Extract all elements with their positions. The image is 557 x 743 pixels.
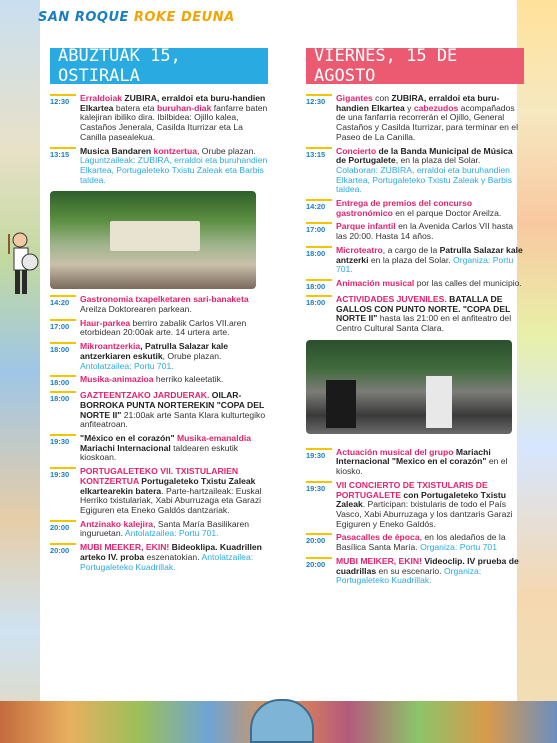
event-text-part: berriro zabalik Carlos VII.aren etorbidean 20:00ak arte. 14 urtera arte. bbox=[80, 317, 247, 338]
event-text-part: Antolatzailea: Portu 701. bbox=[124, 528, 219, 539]
event-description bbox=[76, 319, 268, 338]
event-description bbox=[332, 222, 524, 241]
event-description bbox=[332, 295, 524, 334]
event-text-part: Erraldoiak bbox=[80, 93, 123, 103]
event-description bbox=[76, 434, 268, 463]
event-item bbox=[306, 199, 524, 218]
event-text-part: Laguntzaileak: ZUBIRA, erraldoi eta buruhandien Elkartea, Portugaleteko Txistu Zaleak eta Barbis taldea. bbox=[80, 155, 268, 185]
event-time: 18:00 bbox=[50, 375, 76, 387]
event-description bbox=[76, 467, 268, 516]
event-time: 18:00 bbox=[306, 295, 332, 307]
event-text-part: , Orube plazan. bbox=[197, 145, 256, 156]
event-text-part: PORTUGALETEKO VII. TXISTULARIEN KONTZERTUA bbox=[80, 466, 239, 486]
event-item bbox=[306, 448, 524, 477]
event-item bbox=[306, 94, 524, 143]
event-text-part: VII CONCIERTO DE TXISTULARIS DE PORTUGALETE bbox=[336, 479, 488, 500]
page-header bbox=[38, 10, 235, 25]
event-item bbox=[306, 481, 524, 530]
event-item bbox=[306, 557, 524, 586]
event-text-part: MUBI MEEKER, EKIN! bbox=[80, 542, 170, 553]
event-description bbox=[76, 295, 268, 314]
event-time: 13:15 bbox=[50, 147, 76, 159]
event-text-part: , Orube plazan. bbox=[162, 350, 222, 361]
event-text-part: 21:00ak arte Santa Klara kulturtegiko anfiteatroan. bbox=[80, 409, 266, 430]
event-text-part: , Santa María Basilikaren inguruetan. bbox=[80, 518, 250, 539]
event-text-part: Concierto bbox=[336, 145, 377, 156]
event-text-part: Musika-emanaldia bbox=[174, 433, 252, 444]
header-basque: SAN ROQUE bbox=[38, 10, 129, 25]
event-description bbox=[332, 246, 524, 275]
event-description bbox=[332, 94, 524, 143]
event-time: 19:30 bbox=[50, 467, 76, 479]
event-time: 13:15 bbox=[306, 147, 332, 159]
event-description bbox=[76, 342, 268, 371]
event-text-part: en su escenario. bbox=[376, 565, 444, 576]
event-item bbox=[306, 222, 524, 241]
event-text-part: con Portugaleteko Txistu Zaleak bbox=[336, 489, 506, 510]
event-time: 12:30 bbox=[306, 94, 332, 106]
event-time: 20:00 bbox=[50, 520, 76, 532]
event-text-part: Mikroantzerkia bbox=[80, 341, 141, 352]
event-description bbox=[332, 481, 524, 530]
event-time: 12:30 bbox=[50, 94, 76, 106]
event-description bbox=[76, 147, 268, 186]
event-item bbox=[306, 533, 524, 552]
event-text-part: Animación musical bbox=[336, 277, 415, 288]
event-text-part: Microteatro bbox=[336, 244, 383, 255]
event-item bbox=[50, 147, 268, 186]
event-text-part: eszenatokian. bbox=[144, 551, 202, 562]
event-text-part: en el kiosko. bbox=[336, 456, 508, 477]
event-description bbox=[76, 94, 268, 143]
event-item bbox=[50, 342, 268, 371]
event-time: 20:00 bbox=[306, 557, 332, 569]
event-description bbox=[76, 391, 268, 430]
event-text-part: BATALLA DE GALLOS CON PUNTO NORTE. "COPA DEL NORTE II" bbox=[336, 293, 511, 324]
event-time: 20:00 bbox=[306, 533, 332, 545]
event-time: 18:00 bbox=[50, 391, 76, 403]
event-item bbox=[50, 391, 268, 430]
event-item bbox=[50, 434, 268, 463]
event-item bbox=[306, 147, 524, 196]
event-text-part: Musika-animazioa bbox=[80, 374, 154, 385]
event-description bbox=[332, 557, 524, 586]
event-text-part: Entrega de premios del concurso gastronómico bbox=[336, 198, 473, 218]
event-text-part: Portugaleteko Txistu Zaleak elkartearekin batera bbox=[80, 475, 256, 496]
event-time: 19:30 bbox=[306, 448, 332, 460]
event-text-part: Gastronomia txapelketaren sari-banaketa bbox=[80, 294, 249, 305]
event-text-part: Antolatzailea: Portu 701. bbox=[80, 360, 174, 371]
event-item bbox=[50, 319, 268, 338]
event-item bbox=[50, 520, 268, 539]
event-time: 19:30 bbox=[50, 434, 76, 446]
event-text-part: Antzinako kalejira bbox=[80, 518, 154, 529]
event-text-part: Haur-parkea bbox=[80, 317, 131, 328]
event-text-part: Parque infantil bbox=[336, 221, 396, 232]
event-text-part: ACTIVIDADES JUVENILES. bbox=[336, 293, 447, 304]
basque-events-bottom bbox=[50, 295, 268, 572]
event-text-part: Musica Bandaren bbox=[80, 145, 154, 156]
event-text-part: . Participan: txistularis de todo el País Vasco, Xabi Aburruzaga y los dantzaris Garazi Egiguren y Eneko Galdós. bbox=[336, 499, 513, 529]
event-text-part: , a cargo de la bbox=[382, 244, 440, 255]
event-text-part: por las calles del municipio. bbox=[414, 277, 522, 288]
event-description bbox=[76, 543, 268, 572]
event-text-part: ZUBIRA, erraldoi eta buru-handien Elkartea bbox=[336, 93, 500, 113]
event-text-part: , en los aledaños de la Basílica Santa María. bbox=[336, 532, 506, 553]
event-text-part: "México en el corazón" bbox=[80, 433, 175, 444]
event-item bbox=[306, 246, 524, 275]
event-text-part: Actuación musical del grupo bbox=[336, 446, 454, 457]
basque-events-top bbox=[50, 94, 268, 185]
left-decoration bbox=[0, 0, 40, 743]
bottom-decoration bbox=[0, 701, 557, 743]
event-text-part: OILAR-BORROKA PUNTA NORTEREKIN "COPA DEL NORTE II" bbox=[80, 390, 265, 420]
event-text-part: , Patrulla Salazar kale antzerkiaren eskutik bbox=[80, 341, 229, 361]
spanish-title: VIERNES, 15 DE AGOSTO bbox=[306, 48, 524, 84]
event-text-part: taldearen eskutik kioskoan. bbox=[80, 442, 239, 463]
event-text-part: Gigantes bbox=[336, 93, 373, 103]
event-time: 14:20 bbox=[50, 295, 76, 307]
event-item bbox=[306, 279, 524, 291]
basque-column bbox=[50, 48, 268, 576]
event-text-part: Organiza: Portu 701. bbox=[336, 254, 514, 275]
event-text-part: Mariachi Internacional "Mexico en el corazón" bbox=[336, 446, 491, 467]
event-text-part: de la Banda Municipal de Música de Portugalete bbox=[336, 145, 513, 166]
event-time: 18:00 bbox=[306, 279, 332, 291]
event-description bbox=[332, 448, 524, 477]
event-item bbox=[50, 543, 268, 572]
youth-performance-photo bbox=[306, 340, 512, 434]
event-text-part: Bideoklipa. Kuadrillen arteko IV. proba bbox=[80, 542, 262, 562]
event-text-part: Mariachi Internacional bbox=[80, 442, 171, 453]
event-item bbox=[50, 295, 268, 314]
spanish-events-top bbox=[306, 94, 524, 334]
event-text-part: Patrulla Salazar kale antzerki bbox=[336, 244, 523, 265]
event-text-part: con bbox=[372, 93, 392, 103]
event-text-part: batera eta bbox=[113, 102, 157, 113]
event-text-part: Organiza: Portu 701 bbox=[420, 542, 497, 553]
header-spanish: ROKE DEUNA bbox=[133, 10, 235, 25]
event-text-part: ZUBIRA, erraldoi eta buru-handien Elkartea bbox=[80, 93, 266, 113]
drummer-illustration bbox=[6, 230, 40, 300]
event-text-part: Videoclip. IV prueba de cuadrillas bbox=[336, 555, 519, 576]
event-description bbox=[332, 199, 524, 218]
event-text-part: MUBI MEIKER, EKIN! bbox=[336, 555, 422, 566]
event-description bbox=[332, 533, 524, 552]
spanish-column bbox=[306, 48, 524, 590]
event-text-part: , en la plaza del Solar. bbox=[395, 155, 481, 166]
event-text-part: . Parte-hartzaileak: Euskal Herriko txistulariak, Xabi Aburruzaga eta Garazi Egiguren eta Eneko Galdós dantzariak. bbox=[80, 485, 262, 515]
event-text-part: kontzertua bbox=[153, 145, 197, 156]
plaza-photo bbox=[50, 191, 256, 289]
gazebo-illustration bbox=[250, 699, 314, 743]
event-time: 17:00 bbox=[306, 222, 332, 234]
event-description bbox=[76, 520, 268, 539]
event-text-part: en el parque Doctor Areilza. bbox=[392, 207, 502, 218]
event-time: 18:00 bbox=[306, 246, 332, 258]
event-time: 20:00 bbox=[50, 543, 76, 555]
event-text-part: hasta las 21:00 en el anfiteatro del Centro Cultural Santa Clara. bbox=[336, 313, 512, 334]
event-text-part: acompañados de una fanfarria recorrerán el Ojillo, General Castaños y Casilda Iturrizar, para terminar en el Paseo de La Canilla. bbox=[336, 102, 518, 142]
event-text-part: en la Avenida Carlos VII hasta las 20:00. Hasta 14 años. bbox=[336, 221, 514, 242]
event-text-part: fanfarre baten kalejiran ibiliko dira. Ibilbidea: Ojillo kalea, Castaños Jenerala, Casilda Iturrizar eta La Canilla pasealekua. bbox=[80, 102, 268, 142]
event-item bbox=[50, 467, 268, 516]
event-time: 19:30 bbox=[306, 481, 332, 493]
event-text-part: buruhan-diak bbox=[156, 102, 212, 113]
event-description bbox=[76, 375, 268, 387]
event-text-part: herriko kaleetatik. bbox=[153, 374, 224, 385]
event-text-part: GAZTEENTZAKO JARDUERAK. bbox=[80, 390, 210, 401]
event-text-part: Antolatzailea: Portugaleteko Kuadrillak. bbox=[80, 551, 254, 572]
event-text-part: y bbox=[404, 102, 414, 113]
event-item bbox=[50, 94, 268, 143]
spanish-events-bottom bbox=[306, 448, 524, 586]
event-time: 18:00 bbox=[50, 342, 76, 354]
event-text-part: Organiza: Portugaleteko Kuadrillak. bbox=[336, 565, 482, 586]
event-text-part: Areilza Doktorearen parkean. bbox=[80, 304, 192, 315]
event-text-part: Pasacalles de época bbox=[336, 532, 420, 543]
event-text-part: cabezudos bbox=[413, 102, 459, 113]
event-text-part: Colaboran: ZUBIRA, erraldoi eta buruhandien Elkartea, Portugaleteko Txistu Zaleak y Barbis taldea. bbox=[336, 164, 513, 195]
event-item bbox=[50, 375, 268, 387]
basque-title: ABUZTUAK 15, OSTIRALA bbox=[50, 48, 268, 84]
event-item bbox=[306, 295, 524, 334]
event-description bbox=[332, 147, 524, 196]
event-description bbox=[332, 279, 524, 291]
event-time: 14:20 bbox=[306, 199, 332, 211]
event-text-part: en la plaza del Solar. bbox=[368, 254, 454, 265]
event-time: 17:00 bbox=[50, 319, 76, 331]
